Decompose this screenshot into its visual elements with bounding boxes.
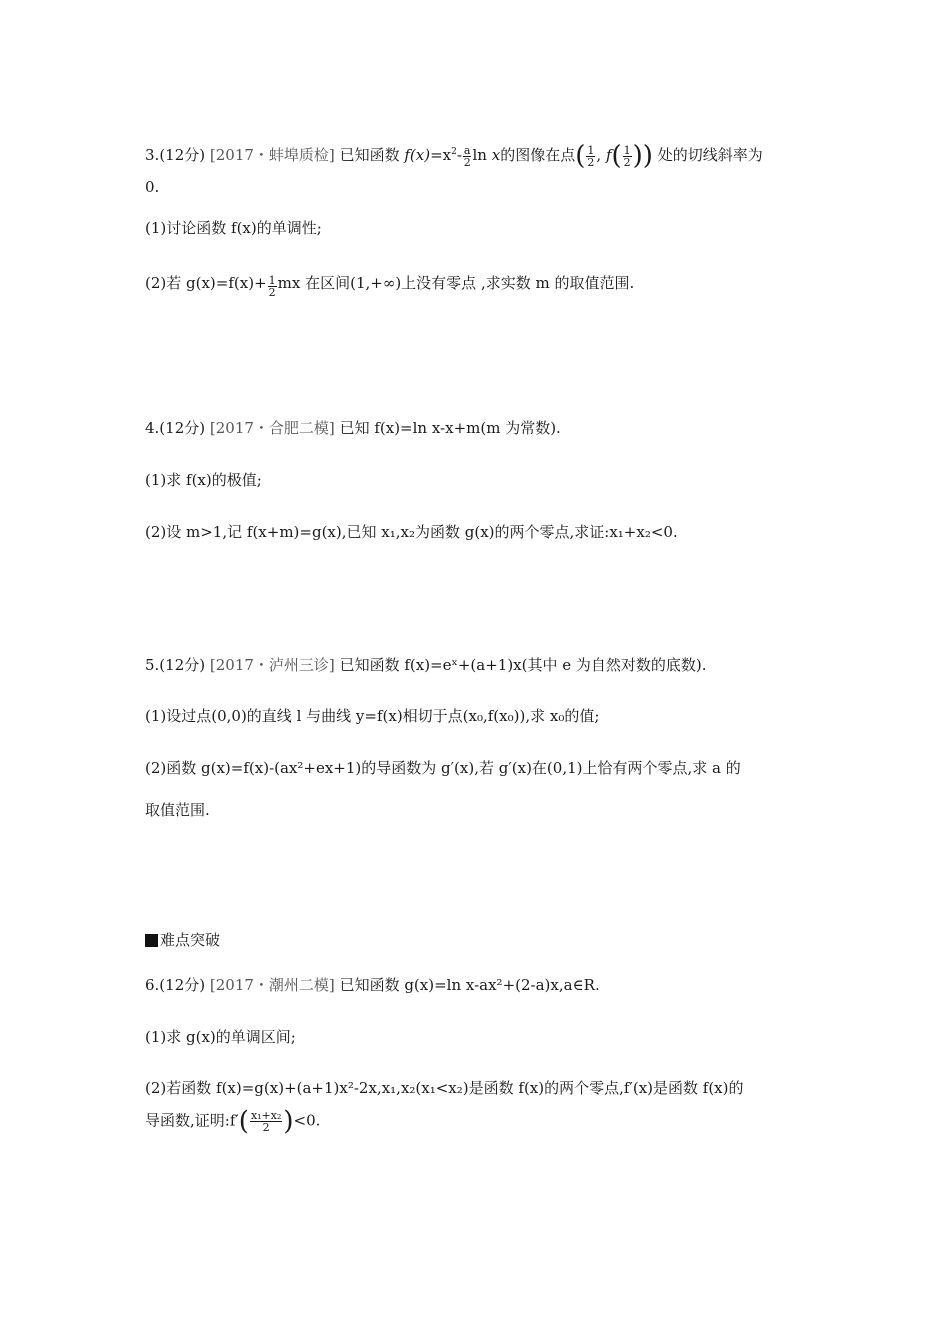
problem-5-line <box>145 655 707 675</box>
problem-text: 处的切线斜率为 <box>657 146 763 164</box>
problem-3-q1: (1)讨论函数 f(x)的单调性; <box>145 219 322 237</box>
math-fx: f(x) <box>404 146 431 164</box>
math-minus: - <box>456 146 462 164</box>
problem-score: (12分) <box>159 146 206 164</box>
problem-source: [2017・潮州二模] <box>209 976 335 994</box>
problem-5-q1: (1)设过点(0,0)的直线 l 与曲线 y=f(x)相切于点(x₀,f(x₀)),求 x₀的值; <box>145 707 600 725</box>
problem-text: 的图像在点 <box>500 146 576 164</box>
problem-number: 5.(12分) <box>145 656 206 674</box>
problem-source: [2017・合肥二模] <box>209 419 335 437</box>
paren-close: ) <box>283 1106 294 1137</box>
paren-open: ( <box>575 141 586 171</box>
black-square-icon <box>145 934 158 947</box>
problem-4-q1: (1)求 f(x)的极值; <box>145 471 262 489</box>
problem-number: 3. <box>145 146 160 164</box>
problem-text: 已知函数 g(x)=ln x-ax²+(2-a)x,a∈R. <box>339 976 600 994</box>
fraction-a-over-2: $\frac{a}{2}$ <box>463 143 471 169</box>
problem-text: 已知函数 f(x)=eˣ+(a+1)x(其中 e 为自然对数的底数). <box>339 656 707 674</box>
fraction-x1-plus-x2-over-2: $\frac{\text{x₁+x₂}}{2}$ <box>250 1109 282 1134</box>
fraction-one-half: $\frac{1}{2}$ <box>268 274 276 299</box>
problem-number: 6.(12分) <box>145 976 206 994</box>
problem-text: 已知函数 <box>339 146 400 164</box>
paren-open: ( <box>238 1106 249 1137</box>
problem-source: [2017・蚌埠质检] <box>209 146 335 164</box>
math-eq: =x <box>430 146 452 164</box>
paren-close: )) <box>632 141 653 171</box>
math-ln: ln <box>472 146 487 164</box>
math-x: x <box>491 146 501 164</box>
problem-3-q2: (2)若 g(x)=f(x)+ $\frac{1}{2}$ mx 在区间(1,+∞)上没有零点 ,求实数 m 的取值范围. <box>145 274 635 299</box>
problem-6-line <box>145 975 600 995</box>
problem-6-q2: (2)若函数 f(x)=g(x)+(a+1)x²-2x,x₁,x₂(x₁<x₂)是函数 f(x)的两个零点,f′(x)是函数 f(x)的 <box>145 1079 744 1097</box>
problem-3-wrap: 0. <box>145 178 160 196</box>
paren-open: ( <box>611 141 622 171</box>
problem-5-q2-wrap: 取值范围. <box>145 801 210 819</box>
problem-6-q2-wrap: 导函数,证明:f′( $\frac{\text{x₁+x₂}}{2}$ )<0. <box>145 1106 321 1137</box>
problem-text: 已知 f(x)=ln x-x+m(m 为常数). <box>339 419 561 437</box>
problem-3-line: 3.(12分) [2017・蚌埠质检] 已知函数 $f(x)=x^2-$ $\frac{a}{2}$ ln x的图像在点( $\frac{1}{2}$ , f( $\frac{1}{2}$ )) 处的切线斜率为 <box>145 141 763 171</box>
problem-5-q2: (2)函数 g(x)=f(x)-(ax²+ex+1)的导函数为 g′(x),若 g′(x)在(0,1)上恰有两个零点,求 a 的 <box>145 759 741 777</box>
problem-4-line <box>145 418 561 438</box>
fraction-one-half: $\frac{1}{2}$ <box>623 143 631 169</box>
problem-4-q2: (2)设 m>1,记 f(x+m)=g(x),已知 x₁,x₂为函数 g(x)的两个零点,求证:x₁+x₂<0. <box>145 523 678 541</box>
math-sup: 2 <box>451 147 457 157</box>
problem-source: [2017・泸州三诊] <box>209 656 335 674</box>
fraction-one-half: $\frac{1}{2}$ <box>587 143 595 169</box>
problem-6-q1: (1)求 g(x)的单调区间; <box>145 1028 296 1046</box>
section-heading: 难点突破 <box>145 930 220 950</box>
problem-number: 4.(12分) <box>145 419 206 437</box>
